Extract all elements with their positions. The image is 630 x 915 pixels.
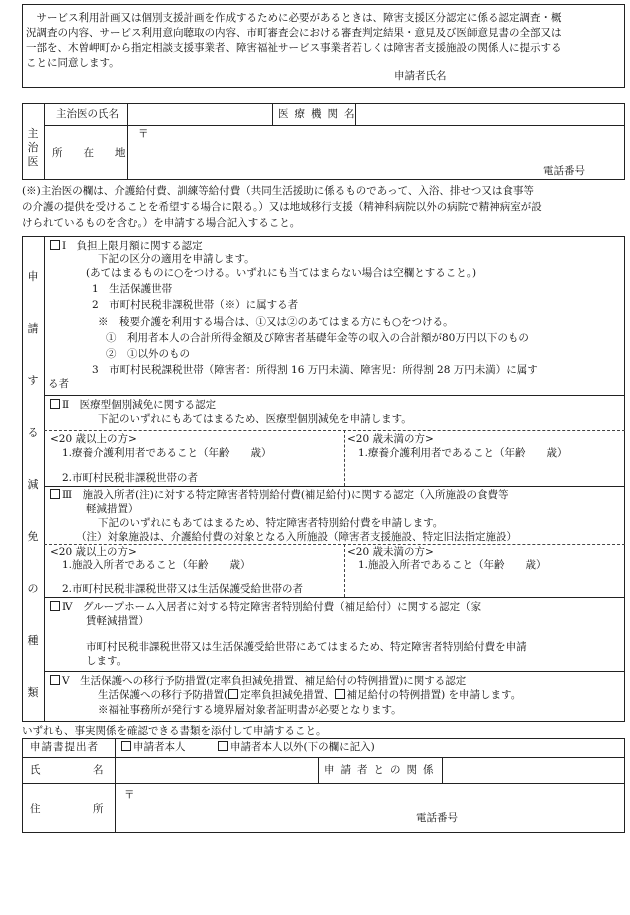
section3-checkbox[interactable] xyxy=(50,489,60,499)
section4-line1: 市町村民税非課税世帯又は生活保護受給世帯にあてはまるため、特定障害者特別給付費を申請 xyxy=(86,641,527,653)
institution-label: 医療機関名 xyxy=(278,108,361,120)
section4-line2: します。 xyxy=(86,655,128,667)
reduction-side-9: 類 xyxy=(27,686,39,699)
doctor-side-2: 治 xyxy=(27,141,39,154)
doctor-address-label: 所 在 地 xyxy=(52,147,126,159)
reduction-side-7: の xyxy=(27,582,39,595)
bottom-note: いずれも、事実関係を確認できる書類を添付して申請すること。 xyxy=(22,725,327,737)
submitter-name-label: 氏 名 xyxy=(30,764,104,776)
submitter-label: 申請書提出者 xyxy=(30,741,99,753)
doctor-phone-label: 電話番号 xyxy=(543,165,585,177)
section2-left-head: <20 歳以上の方> xyxy=(50,433,137,445)
doctor-note-1: (※)主治医の欄は、介護給付費、訓練等給付費（共同生活援助に係るものであって、入浴、排せつ又は食事等 xyxy=(22,185,534,197)
section2-right-1: 1.療養介護利用者であること（年齢 歳） xyxy=(358,447,568,459)
section1-line-3: 1 生活保護世帯 xyxy=(92,283,173,295)
section1-line-8: 3 市町村民税課税世帯（障害者：所得割 16 万円未満、障害児：所得割 28 万円未満）に属す xyxy=(92,364,538,376)
section5-line2: ※福祉事務所が発行する境界層対象者証明書が必要となります。 xyxy=(98,704,402,716)
section1-line-6: ① 利用者本人の合計所得金額及び障害者基礎年金等の収入の合計額が80万円以下のもの xyxy=(106,332,529,344)
reduction-side-3: す xyxy=(27,374,39,387)
section3-left-head: <20 歳以上の方> xyxy=(50,546,137,558)
section1-line-2: (あてはまるものに○をつける。いずれにも当てはまらない場合は空欄とすること。) xyxy=(86,267,477,279)
section3-title2: 軽減措置） xyxy=(86,503,139,515)
section1-line-4: 2 市町村民税非課税世帯（※）に属する者 xyxy=(92,299,299,311)
submitter-phone-label: 電話番号 xyxy=(416,812,458,824)
section2-line: 下記のいずれにもあてはまるため、医療型個別減免を申請します。 xyxy=(98,413,412,425)
section4-title: Ⅳ グループホーム入居者に対する特定障害者特別給付費（補足給付）に関する認定（家 xyxy=(50,601,481,614)
section2-checkbox[interactable] xyxy=(50,399,60,409)
section2-right-head: <20 歳未満の方> xyxy=(347,433,434,445)
reduction-side-2: 請 xyxy=(27,322,39,335)
section1-line-1: 下記の区分の適用を申請します。 xyxy=(98,253,255,265)
doctor-side-1: 主 xyxy=(27,127,39,140)
consent-line-1: サービス利用計画又は個別支援計画を作成するために必要があるときは、障害支援区分認定に係る認定調査・概 xyxy=(26,12,562,24)
section5-rate-checkbox[interactable] xyxy=(228,689,238,699)
section3-left-1: 1.施設入所者であること（年齢 歳） xyxy=(62,559,251,571)
doctor-note-2: の介護の提供を受けることを希望する場合に限る。）又は地域移行支援（精神科病院以外の病院で精神病室が設 xyxy=(22,201,542,213)
section5-title: Ⅴ 生活保護への移行予防措置(定率負担減免措置、補足給付の特例措置)に関する認定 xyxy=(50,675,466,688)
consent-line-4: ことに同意します。 xyxy=(26,57,120,69)
section2-left-2: 2.市町村民税非課税世帯の者 xyxy=(62,472,199,484)
section1-line-9: る者 xyxy=(48,378,69,390)
consent-line-3: 一部を、木曽岬町から指定相談支援事業者、障害福祉サービス事業者若しくは障害者支援施設の関係人に提示する xyxy=(26,42,562,54)
doctor-note-3: けられているものを含む。）を申請する場合記入すること。 xyxy=(22,217,301,229)
submitter-other-checkbox[interactable] xyxy=(218,741,228,751)
section3-left-2: 2.市町村民税非課税世帯又は生活保護受給世帯の者 xyxy=(62,583,304,595)
section1-line-7: ② ①以外のもの xyxy=(106,348,190,360)
section2-title: Ⅱ 医療型個別減免に関する認定 xyxy=(50,399,216,412)
section5-supplement-checkbox[interactable] xyxy=(335,689,345,699)
doctor-name-label: 主治医の氏名 xyxy=(56,108,119,120)
section2-left-1: 1.療養介護利用者であること（年齢 歳） xyxy=(62,447,272,459)
submitter-relation-label: 申請者との関係 xyxy=(324,764,440,776)
section1-checkbox[interactable] xyxy=(50,240,60,250)
section3-right-head: <20 歳未満の方> xyxy=(347,546,434,558)
reduction-side-5: 減 xyxy=(27,478,39,491)
section3-title: Ⅲ 施設入所者(注)に対する特定障害者特別給付費(補足給付)に関する認定（入所施設の食費等 xyxy=(50,489,509,502)
submitter-option-self[interactable]: 申請者本人 xyxy=(121,741,186,754)
submitter-option-other[interactable]: 申請者本人以外(下の欄に記入) xyxy=(218,741,375,754)
reduction-side-1: 申 xyxy=(27,270,39,283)
section3-right-1: 1.施設入所者であること（年齢 歳） xyxy=(358,559,547,571)
reduction-side-8: 種 xyxy=(27,634,39,647)
doctor-postal-mark: 〒 xyxy=(138,128,149,140)
applicant-sign-label: 申請者氏名 xyxy=(394,70,447,82)
section4-title2: 賃軽減措置） xyxy=(86,615,149,627)
section4-checkbox[interactable] xyxy=(50,601,60,611)
consent-line-2: 況調査の内容、サービス利用意向聴取の内容、市町審査会における審査判定結果・意見及び医師意見書の全部又は xyxy=(26,27,562,39)
section1-title: Ⅰ 負担上限月額に関する認定 xyxy=(50,240,203,253)
section5-line1: 生活保護への移行予防措置( 定率負担減免措置、 補足給付の特例措置) を申請します。 xyxy=(98,689,522,701)
submitter-address-label: 住 所 xyxy=(30,803,104,815)
section1-line-5: ※ 稜要介護を利用する場合は、①又は②のあてはまる方にも○をつける。 xyxy=(98,316,454,328)
section3-line: 下記のいずれにもあてはまるため、特定障害者特別給付費を申請します。 xyxy=(98,517,444,529)
submitter-postal-mark: 〒 xyxy=(124,789,135,801)
section3-note: （注）対象施設は、介護給付費の対象となる入所施設（障害者支援施設、特定旧法指定施設） xyxy=(76,531,517,543)
reduction-side-4: る xyxy=(27,426,39,439)
doctor-side-3: 医 xyxy=(27,155,39,168)
reduction-side-6: 免 xyxy=(27,530,39,543)
submitter-self-checkbox[interactable] xyxy=(121,741,131,751)
section5-checkbox[interactable] xyxy=(50,675,60,685)
